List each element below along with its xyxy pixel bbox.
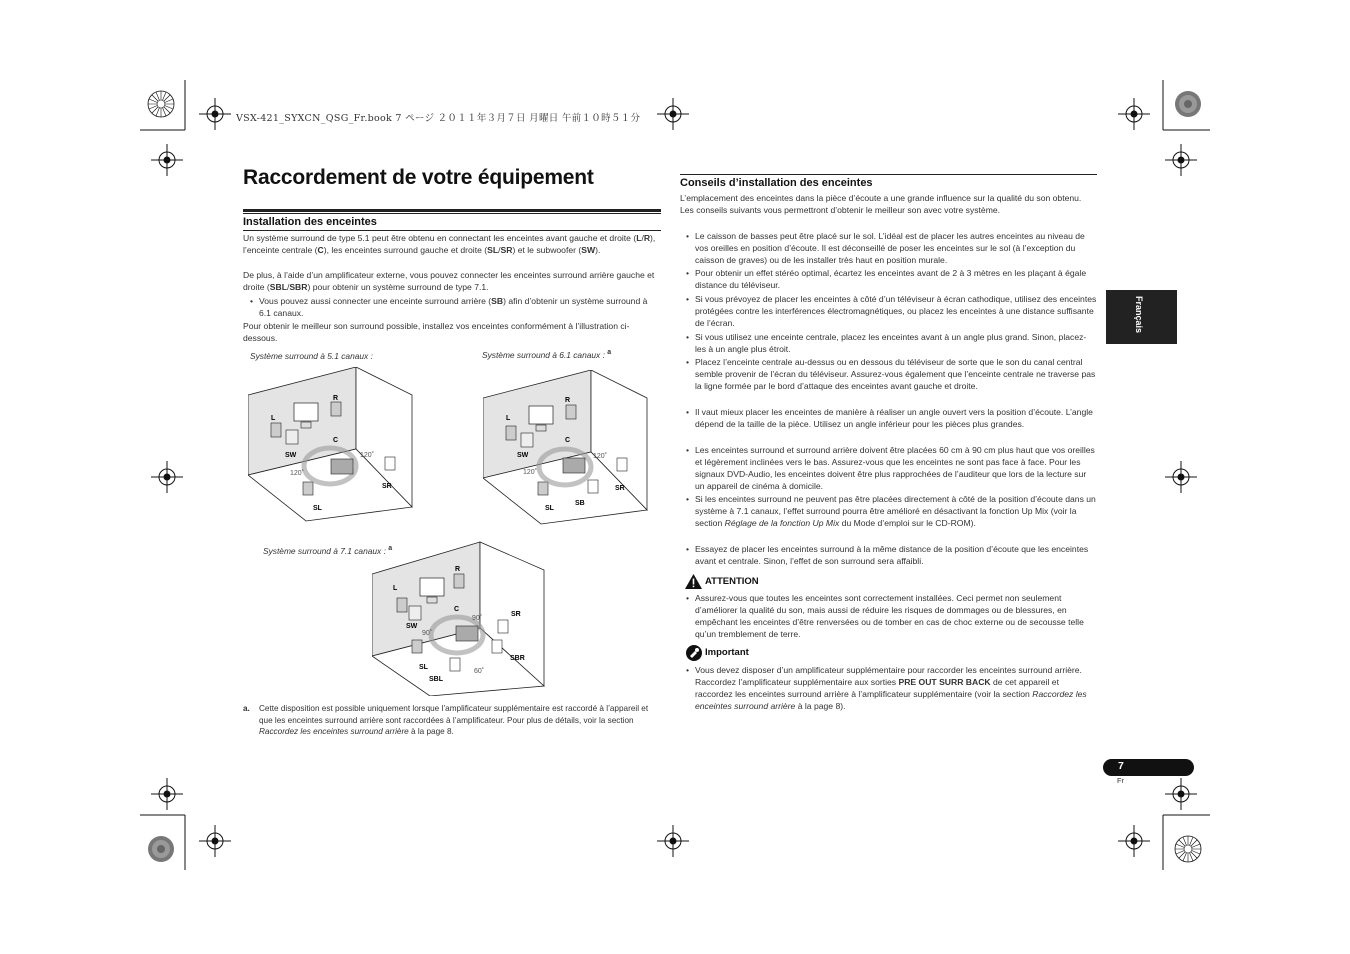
attention-label: ATTENTION bbox=[705, 576, 759, 587]
amplifier-paragraph: De plus, à l’aide d’un amplificateur externe, vous pouvez connecter les enceintes surround arrière gauche et droite (SBL/SBR) pour obtenir un système surround de type 7.1. bbox=[243, 270, 655, 292]
label-c: C bbox=[333, 437, 339, 444]
speaker-sb bbox=[588, 480, 598, 493]
speaker-sl bbox=[303, 482, 313, 495]
tv-icon bbox=[420, 578, 444, 596]
tip-bullet-upmix: • Si les enceintes surround ne peuvent pas être placées directement à côté de la position d’écoute dans un système à 7.1 canaux, l’effet surround pourra être amélioré en désactivant la fonction Up Mix (voir la section Réglage de la fonction Up Mix du Mode d’emploi sur le CD-ROM). bbox=[695, 494, 1097, 530]
angle-label: 90˚ bbox=[422, 630, 433, 637]
important-icon bbox=[686, 645, 702, 661]
conseils-intro: L’emplacement des enceintes dans la pièce d’écoute a une grande influence sur la qualité du son obtenu. Les conseils suivants vous permettront d’obtenir le meilleur son avec votre système. bbox=[680, 193, 1082, 215]
speaker-l bbox=[506, 426, 516, 440]
footnote-text: Cette disposition est possible uniquement lorsque l’amplificateur supplémentaire est raccordé à l’appareil et que les enceintes surround arrière sont raccordées à l’amplificateur. Pour plus de détails, voir la section Raccordez les enceintes surround arrière à la page 8. bbox=[259, 704, 649, 736]
label-sr: SR bbox=[615, 485, 625, 492]
label-l: L bbox=[271, 415, 276, 422]
speaker-l bbox=[397, 598, 407, 612]
label-sw: SW bbox=[406, 623, 418, 630]
tip-bullet: • Le caisson de basses peut être placé sur le sol. L’idéal est de placer les autres enceintes au niveau de vos oreilles en position d’écoute. Il est déconseillé de poser les enceintes sur le sol (à l’exception du caisson de graves) ou de les installer très haut en position murale. bbox=[695, 231, 1097, 267]
angle-label: 60˚ bbox=[474, 668, 485, 675]
tip-bullet: • Placez l’enceinte centrale au-dessus ou en dessous du téléviseur de sorte que le son du canal central semble provenir de l’écran du téléviseur. Assurez-vous également que l’enceinte centrale ne traverse pas la ligne formée par le bord d’attaque des enceintes avant gauche et droite. bbox=[695, 357, 1097, 393]
diagram-61 bbox=[483, 370, 663, 526]
print-header-line: VSX-421_SYXCN_QSG_Fr.book 7 ページ ２０１１年３月７日 月曜日 午前１０時５１分 bbox=[236, 113, 641, 124]
tip-bullet: • Il vaut mieux placer les enceintes de manière à réaliser un angle ouvert vers la position d’écoute. L’angle dépend de la taille de la pièce. Utilisez un angle inférieur pour les pièces plus grandes. bbox=[695, 407, 1097, 431]
footnote-marker: a. bbox=[243, 704, 250, 713]
angle-label: 120˚ bbox=[290, 470, 305, 477]
speaker-sr bbox=[617, 458, 627, 471]
speaker-c bbox=[301, 422, 311, 428]
tip-bullet: • Essayez de placer les enceintes surround à la même distance de la position d’écoute que les enceintes avant et centrale. Sinon, l’effet de son surround sera affaibli. bbox=[695, 544, 1097, 568]
speaker-sl bbox=[412, 640, 422, 653]
diagram-71 bbox=[372, 540, 552, 696]
caption-71: Système surround à 7.1 canaux : $^a$ bbox=[263, 545, 393, 556]
label-r: R bbox=[565, 397, 571, 404]
tv-icon bbox=[294, 403, 318, 421]
label-sl: SL bbox=[545, 505, 554, 512]
page-number-badge: 7 bbox=[1103, 759, 1194, 776]
label-sbr: SBR bbox=[510, 655, 525, 662]
page-title: Raccordement de votre équipement bbox=[243, 166, 594, 189]
speaker-sl bbox=[538, 482, 548, 495]
label-l: L bbox=[506, 415, 511, 422]
label-c: C bbox=[454, 606, 460, 613]
listener-seat bbox=[456, 626, 478, 641]
label-sw: SW bbox=[517, 452, 529, 459]
title-rule-thin bbox=[243, 213, 661, 214]
diagram-51 bbox=[248, 367, 428, 523]
listener-seat bbox=[563, 458, 585, 473]
speaker-sr bbox=[385, 457, 395, 470]
language-tab: Français bbox=[1106, 290, 1177, 344]
label-sl: SL bbox=[313, 505, 322, 512]
angle-label: 120˚ bbox=[360, 452, 375, 459]
important-text: • Vous devez disposer d’un amplificateur supplémentaire pour raccorder les enceintes surround arrière. Raccordez l’amplificateur supplémentaire aux sorties PRE OUT SURR BACK de cet appareil et raccordez les enceintes surround arrière à l’amplificateur supplémentaire (voir la section Raccordez les enceintes surround arrière à la page 8). bbox=[695, 665, 1097, 713]
title-rule bbox=[243, 209, 661, 212]
speaker-sw bbox=[409, 606, 421, 620]
label-c: C bbox=[565, 437, 571, 444]
label-l: L bbox=[393, 585, 398, 592]
speaker-r bbox=[566, 405, 576, 419]
label-sr: SR bbox=[511, 611, 521, 618]
label-r: R bbox=[455, 566, 461, 573]
tip-bullet: • Si vous utilisez une enceinte centrale, placez les enceintes avant à un angle plus grand. Sinon, placez-les à un angle plus étroit. bbox=[695, 332, 1097, 356]
listener-seat bbox=[331, 459, 353, 474]
label-sw: SW bbox=[285, 452, 297, 459]
important-label: Important bbox=[705, 647, 749, 658]
angle-label: 120˚ bbox=[523, 469, 538, 476]
section-heading-installation: Installation des enceintes bbox=[243, 216, 377, 228]
angle-label: 90˚ bbox=[472, 615, 483, 622]
angle-label: 120˚ bbox=[593, 453, 608, 460]
speaker-l bbox=[271, 423, 281, 437]
tip-bullet: • Pour obtenir un effet stéréo optimal, écartez les enceintes avant de 2 à 3 mètres en les plaçant à égale distance du téléviseur. bbox=[695, 268, 1097, 292]
best-surround-paragraph: Pour obtenir le meilleur son surround possible, installez vos enceintes conformément à l’illustration ci-dessous. bbox=[243, 321, 630, 343]
label-sb: SB bbox=[575, 500, 585, 507]
right-top-rule bbox=[680, 174, 1097, 175]
speaker-r bbox=[454, 574, 464, 588]
caption-51: Système surround à 5.1 canaux : bbox=[250, 351, 373, 361]
speaker-sw bbox=[286, 430, 298, 444]
label-sl: SL bbox=[419, 664, 428, 671]
bullet-61-system: • Vous pouvez aussi connecter une enceinte surround arrière (SB) afin d’obtenir un système surround à 6.1 canaux. bbox=[259, 296, 661, 320]
label-r: R bbox=[333, 395, 339, 402]
speaker-sr bbox=[498, 620, 508, 633]
tip-bullet: • Si vous prévoyez de placer les enceintes à côté d’un téléviseur à écran cathodique, utilisez des enceintes protégées contre les interférences électromagnétiques, ou placez les enceintes à une distance suffisante de l’écran. bbox=[695, 294, 1097, 330]
speaker-c bbox=[427, 597, 437, 603]
intro-paragraph: Un système surround de type 5.1 peut être obtenu en connectant les enceintes avant gauche et droite (L/R), l’enceinte centrale (C), les enceintes surround gauche et droite (SL/SR) et le subwoofer (SW). bbox=[243, 233, 656, 255]
page-lang-code: Fr bbox=[1117, 776, 1125, 785]
tv-icon bbox=[529, 406, 553, 424]
section-heading-conseils: Conseils d’installation des enceintes bbox=[680, 177, 873, 189]
speaker-sbr bbox=[492, 640, 502, 653]
section-rule bbox=[243, 230, 661, 231]
speaker-c bbox=[536, 425, 546, 431]
speaker-sw bbox=[521, 433, 533, 447]
tip-bullet: • Les enceintes surround et surround arrière doivent être placées 60 cm à 90 cm plus haut que vos oreilles et légèrement inclinées vers le bas. Assurez-vous que les enceintes ne sont pas face à face. Pour les signaux DVD-Audio, les enceintes doivent être plus rapprochées de l’auditeur que lors de la lecture sur un appareil de cinéma à domicile. bbox=[695, 445, 1097, 493]
caption-61: Système surround à 6.1 canaux : $^a$ bbox=[482, 349, 612, 360]
attention-text: • Assurez-vous que toutes les enceintes sont correctement installées. Ceci permet non seulement d’améliorer la qualité du son, mais aussi de réduire les risques de dommages ou de blessures, en empêchant les enceintes d’être renversées ou de tomber en cas de choc externe ou de secousse telle qu’un tremblement de terre. bbox=[695, 593, 1097, 641]
label-sr: SR bbox=[382, 483, 392, 490]
warning-icon bbox=[685, 574, 702, 589]
speaker-sbl bbox=[450, 658, 460, 671]
speaker-r bbox=[331, 402, 341, 416]
label-sbl: SBL bbox=[429, 676, 443, 683]
